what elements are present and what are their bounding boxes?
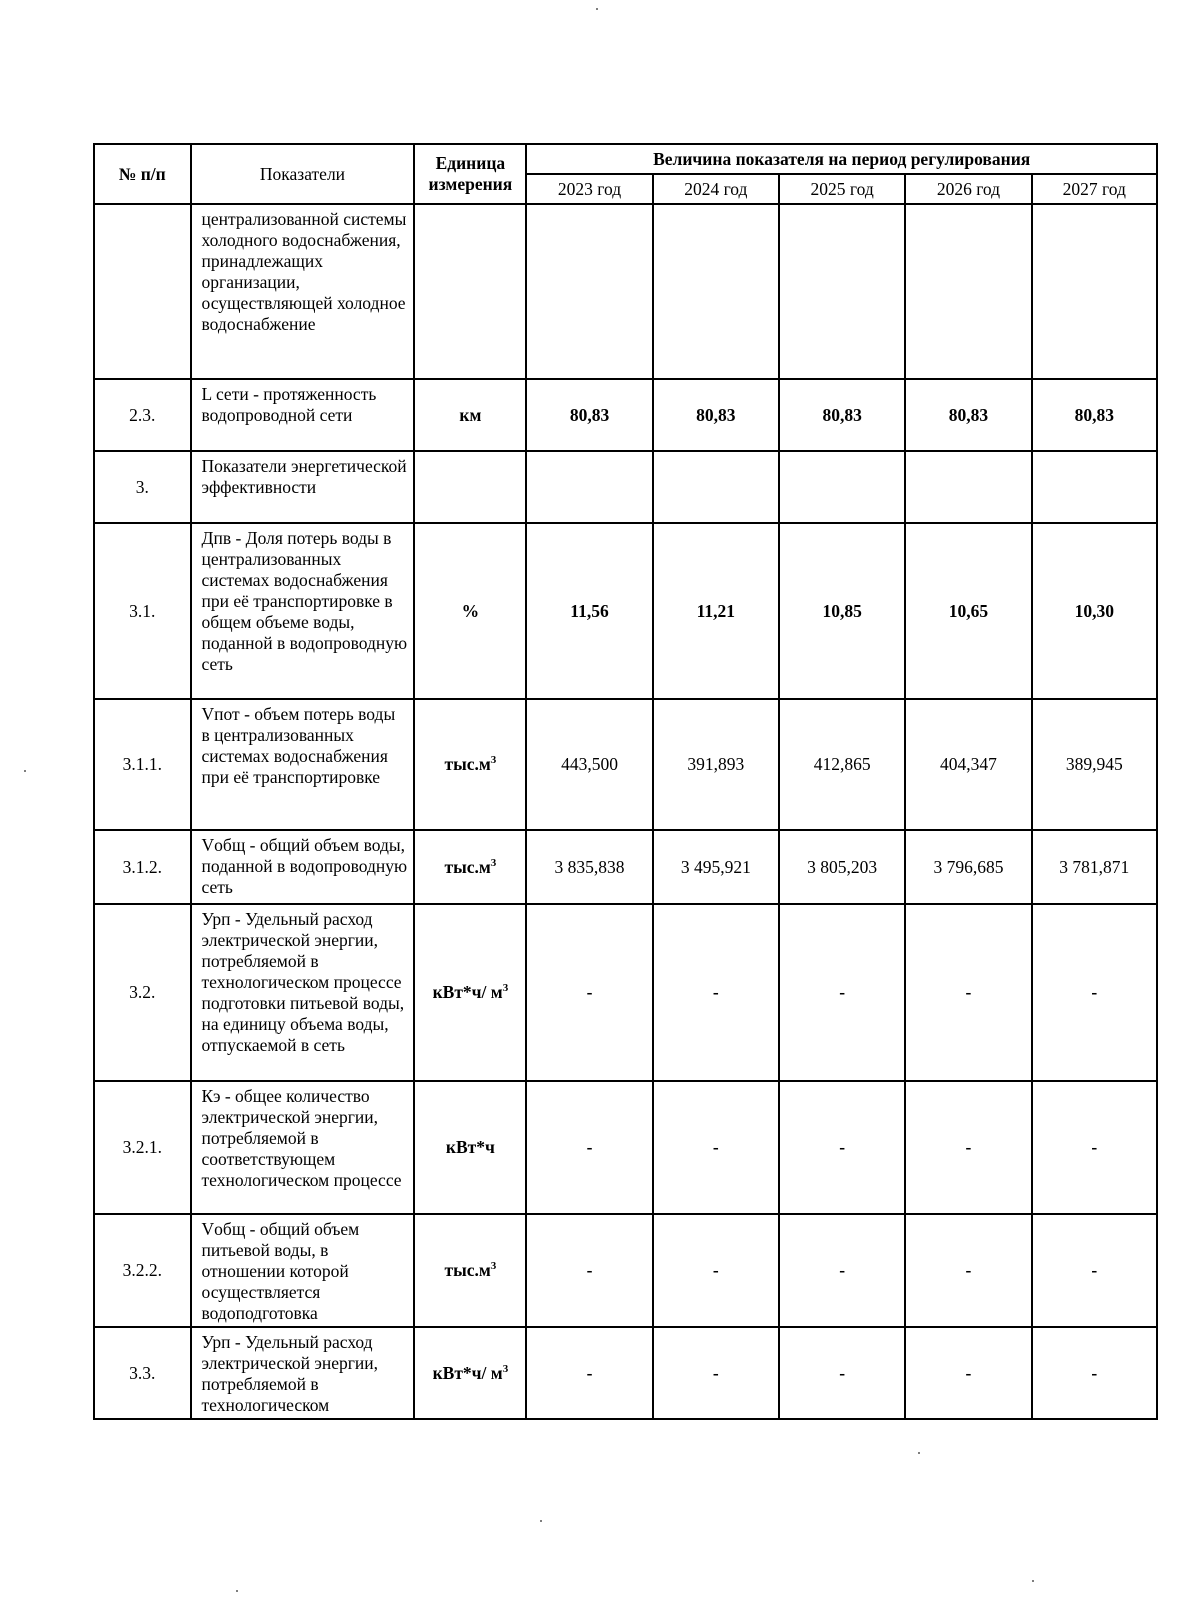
row-number xyxy=(94,204,191,379)
unit-text: кВт*ч xyxy=(445,1137,495,1157)
value-cell: - xyxy=(779,1081,905,1214)
row-number: 3.2. xyxy=(94,904,191,1081)
value-cell xyxy=(1032,451,1157,523)
indicator-name: Показатели энергетической эффективности xyxy=(191,451,415,523)
value-cell: - xyxy=(905,1327,1031,1419)
row-number: 3.1. xyxy=(94,523,191,699)
header-year: 2024 год xyxy=(653,174,779,204)
indicator-name: Vобщ - общий объем воды, поданной в водопроводную сеть xyxy=(191,830,415,904)
row-number: 3.2.1. xyxy=(94,1081,191,1214)
header-unit: Единица измерения xyxy=(414,144,526,204)
unit-cell xyxy=(414,830,526,904)
value-cell: - xyxy=(905,1214,1031,1327)
indicator-name: Кэ - общее количество электрической энергии, потребляемой в соответствующем технологическом процессе xyxy=(191,1081,415,1214)
value-cell xyxy=(905,204,1031,379)
header-year: 2027 год xyxy=(1032,174,1157,204)
indicator-name: Урп - Удельный расход электрической энергии, потребляемой в технологическом процессе подготовки питьевой воды, на единицу объема воды, отпускаемой в сеть xyxy=(191,904,415,1081)
value-cell: 80,83 xyxy=(653,379,779,451)
header-num: № п/п xyxy=(94,144,191,204)
row-number: 3.2.2. xyxy=(94,1214,191,1327)
unit-cell xyxy=(414,523,526,699)
unit-text: тыс.м xyxy=(444,754,491,774)
value-cell: - xyxy=(1032,904,1157,1081)
value-cell: - xyxy=(653,1081,779,1214)
value-cell xyxy=(779,204,905,379)
value-cell: 412,865 xyxy=(779,699,905,830)
header-indicator: Показатели xyxy=(191,144,415,204)
indicator-name: Vобщ - общий объем питьевой воды, в отношении которой осуществляется водоподготовка xyxy=(191,1214,415,1327)
unit-superscript: 3 xyxy=(490,754,497,767)
table-row xyxy=(94,904,1157,1081)
value-cell xyxy=(526,204,652,379)
scan-speck xyxy=(596,8,598,10)
value-cell: - xyxy=(653,904,779,1081)
table-header xyxy=(94,144,1157,204)
unit-superscript: 3 xyxy=(490,856,497,869)
header-period: Величина показателя на период регулирования xyxy=(526,144,1157,174)
unit-superscript: 3 xyxy=(502,1362,509,1375)
table-row xyxy=(94,1327,1157,1419)
value-cell: 404,347 xyxy=(905,699,1031,830)
unit-text: тыс.м xyxy=(444,856,491,877)
value-cell: 3 495,921 xyxy=(653,830,779,904)
table-row xyxy=(94,1081,1157,1214)
value-cell: - xyxy=(653,1327,779,1419)
header-year: 2023 год xyxy=(526,174,652,204)
value-cell: - xyxy=(653,1214,779,1327)
value-cell: 3 805,203 xyxy=(779,830,905,904)
value-cell: - xyxy=(526,1214,652,1327)
indicator-name: централизованной системы холодного водоснабжения, принадлежащих организации, осуществляющей холодное водоснабжение xyxy=(191,204,415,379)
value-cell: - xyxy=(526,1081,652,1214)
value-cell xyxy=(653,451,779,523)
table-row xyxy=(94,451,1157,523)
value-cell xyxy=(1032,204,1157,379)
row-number: 3.1.2. xyxy=(94,830,191,904)
value-cell: 80,83 xyxy=(526,379,652,451)
table-row xyxy=(94,523,1157,699)
value-cell: 10,30 xyxy=(1032,523,1157,699)
table-row xyxy=(94,204,1157,379)
unit-text: кВт*ч/ м xyxy=(432,1362,503,1383)
row-number: 3.3. xyxy=(94,1327,191,1419)
scan-speck xyxy=(918,1452,920,1454)
value-cell: - xyxy=(1032,1214,1157,1327)
value-cell: - xyxy=(526,1327,652,1419)
unit-cell xyxy=(414,1081,526,1214)
value-cell: 80,83 xyxy=(905,379,1031,451)
row-number: 3. xyxy=(94,451,191,523)
indicator-name: Урп - Удельный расход электрической энергии, потребляемой в технологическом xyxy=(191,1327,415,1419)
value-cell: 80,83 xyxy=(779,379,905,451)
unit-cell xyxy=(414,699,526,830)
unit-superscript: 3 xyxy=(502,982,509,995)
value-cell: 391,893 xyxy=(653,699,779,830)
header-year: 2026 год xyxy=(905,174,1031,204)
table-row xyxy=(94,1214,1157,1327)
value-cell xyxy=(526,451,652,523)
value-cell: 3 835,838 xyxy=(526,830,652,904)
value-cell: - xyxy=(905,904,1031,1081)
indicator-name: Дпв - Доля потерь воды в централизованных системах водоснабжения при её транспортировке в общем объеме воды, поданной в водопроводную сеть xyxy=(191,523,415,699)
value-cell: - xyxy=(526,904,652,1081)
value-cell: 3 781,871 xyxy=(1032,830,1157,904)
scan-speck xyxy=(540,1520,542,1522)
table-row xyxy=(94,699,1157,830)
value-cell: 10,85 xyxy=(779,523,905,699)
row-number: 2.3. xyxy=(94,379,191,451)
value-cell: 389,945 xyxy=(1032,699,1157,830)
row-number: 3.1.1. xyxy=(94,699,191,830)
unit-text: км xyxy=(459,404,482,425)
indicators-table xyxy=(93,143,1158,1420)
unit-text: кВт*ч/ м xyxy=(432,982,503,1002)
value-cell: 11,56 xyxy=(526,523,652,699)
value-cell: - xyxy=(779,1214,905,1327)
value-cell: - xyxy=(1032,1081,1157,1214)
unit-cell xyxy=(414,904,526,1081)
scan-speck xyxy=(24,770,26,772)
unit-cell xyxy=(414,379,526,451)
unit-text: % xyxy=(461,600,480,621)
header-year: 2025 год xyxy=(779,174,905,204)
value-cell: 10,65 xyxy=(905,523,1031,699)
value-cell: 443,500 xyxy=(526,699,652,830)
value-cell xyxy=(653,204,779,379)
unit-text: тыс.м xyxy=(444,1260,491,1280)
value-cell: 11,21 xyxy=(653,523,779,699)
table-row xyxy=(94,379,1157,451)
value-cell xyxy=(905,451,1031,523)
unit-cell xyxy=(414,204,526,379)
value-cell xyxy=(779,451,905,523)
table-body xyxy=(94,204,1157,1419)
value-cell: - xyxy=(1032,1327,1157,1419)
value-cell: - xyxy=(779,904,905,1081)
value-cell: 80,83 xyxy=(1032,379,1157,451)
unit-cell xyxy=(414,1327,526,1419)
indicators-table-wrap xyxy=(93,143,1158,1420)
unit-cell xyxy=(414,451,526,523)
indicator-name: L сети - протяженность водопроводной сети xyxy=(191,379,415,451)
scan-speck xyxy=(1032,1580,1034,1582)
value-cell: 3 796,685 xyxy=(905,830,1031,904)
table-row xyxy=(94,830,1157,904)
indicator-name: Vпот - объем потерь воды в централизованных системах водоснабжения при её транспортировке xyxy=(191,699,415,830)
unit-cell xyxy=(414,1214,526,1327)
value-cell: - xyxy=(779,1327,905,1419)
value-cell: - xyxy=(905,1081,1031,1214)
unit-superscript: 3 xyxy=(490,1260,497,1273)
scan-speck xyxy=(236,1590,238,1592)
